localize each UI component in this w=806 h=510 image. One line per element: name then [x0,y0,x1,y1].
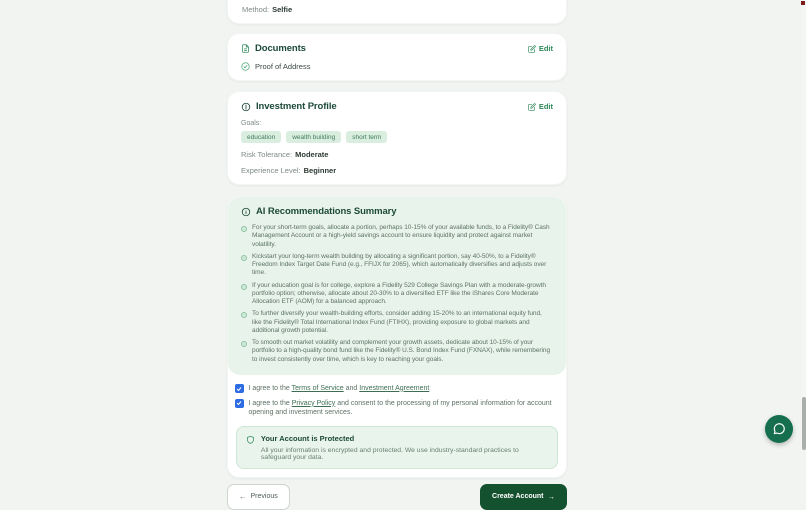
recommendation-text: To further diversify your wealth-building efforts, consider adding 15-20% to an international equity fund, like the Fidelity® Total International Index Fund (FTIHX), providing exposure to global markets and additional growth potential. [252,310,542,334]
risk-tolerance-value: Moderate [295,150,329,159]
bullet-icon [241,226,247,232]
previous-button[interactable]: ← Previous [227,484,290,510]
scrollbar-top-marker [801,1,805,5]
recommendation-text: For your short-term goals, allocate a portion, perhaps 10-15% of your available funds, to a Fidelity® Cash Management Account or a high-yield savings account to ensure liquidity and protect against market volatility. [252,224,550,248]
method-label: Method: [242,5,270,14]
document-item-label: Proof of Address [255,62,311,71]
documents-edit-button[interactable]: Edit [528,44,553,53]
document-item [241,62,553,71]
wizard-review-step [227,0,567,510]
goal-tag-short-term: short term [346,131,387,143]
arrow-right-icon: → [547,491,555,501]
method-row [242,5,552,14]
investment-profile-title: Investment Profile [256,101,337,112]
chat-bubble-icon [772,422,786,436]
ai-recommendations-title: AI Recommendations Summary [256,206,397,217]
recommendation-text: To smooth out market volatility and complement your growth assets, dedicate about 10-15% of your portfolio to a high-quality bond fund like the Fidelity® U.S. Bond Index Fund (FXNAX), while remembering to invest consistently over time, which is key to reaching your goals. [252,339,551,363]
agreements-section [228,375,566,418]
terms-of-service-link[interactable]: Terms of Service [291,384,344,392]
documents-card [227,33,567,81]
experience-level-row [241,166,553,175]
goal-tag-education: education [241,131,281,143]
investment-profile-edit-button[interactable]: Edit [528,102,553,111]
recommendation-item [241,282,553,307]
recommendation-text: Kickstart your long-term wealth building by allocating a significant portion, say 40-50%, to a Fidelity® Freedom Index Target Date Fund (e.g., FFIJX for 2065), which automatically diversifies and adjusts over time. [252,252,547,277]
scrollbar-thumb[interactable] [802,397,806,450]
ai-recommendations-header [241,206,553,217]
goal-tag-wealth-building: wealth building [286,131,341,143]
privacy-agreement-text: I agree to the Privacy Policy and consent to the processing of my personal information for account opening and investment services. [248,399,552,417]
investment-agreement-link[interactable]: Investment Agreement [359,384,430,392]
privacy-policy-link[interactable]: Privacy Policy [291,399,336,407]
recommendation-item [241,253,553,278]
risk-tolerance-label: Risk Tolerance: [241,150,293,159]
document-icon [241,44,250,53]
summary-card [227,196,567,478]
edit-icon [528,103,536,111]
goal-tags [241,131,553,143]
recommendation-text: If your education goal is for college, explore a Fidelity 529 College Savings Plan with a moderate-growth portfolio option; otherwise, allocate about 20-30% to a diversified ETF like the iShares Core Moderate Allocation ETF (AOM) for a balanced approach. [252,281,546,305]
scrollbar[interactable] [801,0,806,450]
experience-level-value: Beginner [303,166,337,175]
wizard-footer [227,484,567,510]
terms-checkbox[interactable] [235,384,244,393]
ai-recommendations-box [228,197,566,375]
protection-title: Your Account is Protected [260,434,355,444]
documents-title: Documents [255,43,306,54]
create-account-button[interactable]: Create Account → [480,484,567,510]
check-icon [236,386,242,392]
recommendation-item [241,339,553,364]
bullet-icon [241,312,247,318]
chat-button[interactable] [765,415,793,443]
method-card [227,0,567,24]
ai-recommendations-list [241,224,553,364]
protection-description: All your information is encrypted and protected. We use industry-standard practices to safeguard your data. [260,446,519,461]
bullet-icon [241,284,247,290]
investment-profile-header [241,101,553,112]
recommendation-item [241,310,553,335]
documents-header [241,43,553,54]
terms-agreement-text: I agree to the Terms of Service and Investment Agreement [248,384,430,392]
investment-profile-card [227,91,567,185]
bullet-icon [241,341,247,347]
ai-info-icon [241,207,251,217]
edit-icon [528,45,536,53]
bullet-icon [241,255,247,261]
protection-notice [236,426,558,469]
recommendation-item [241,224,553,249]
terms-agreement-row [235,384,559,394]
risk-tolerance-row [241,150,553,159]
portfolio-chart-icon [241,102,251,112]
check-icon [236,400,242,406]
goals-label: Goals: [241,120,262,127]
experience-level-label: Experience Level: [241,166,301,175]
shield-icon [246,434,255,446]
check-circle-icon [241,62,250,71]
privacy-checkbox[interactable] [235,399,244,408]
arrow-left-icon: ← [239,491,247,501]
privacy-agreement-row [235,399,559,419]
method-value: Selfie [272,5,293,14]
